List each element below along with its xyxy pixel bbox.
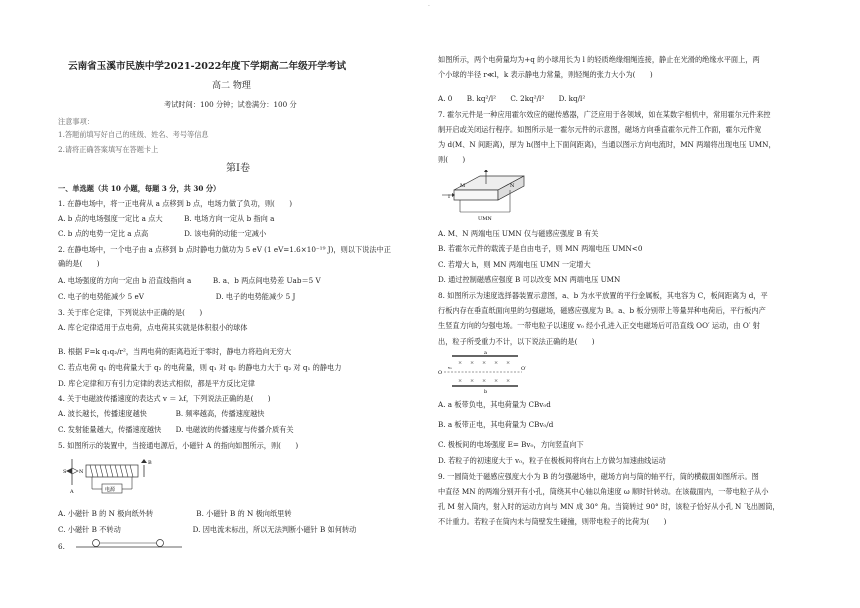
q7-option-b: B. 若霍尔元件的载流子是自由电子，则 MN 两端电压 UMN<0 [438,244,643,253]
q8-stem-2: 行板内存在垂直纸面向里的匀强磁场，磁感应强度为 B。a、b 板分别带上等量异种电荷后，平行板内产 [438,306,766,315]
svg-text:×: × [470,378,475,384]
q3-option-d: D. 库仑定律和万有引力定律的表达式相似，都是平方反比定律 [58,379,255,388]
q8-option-c: C. 极板间的电场强度 E= Bv₀，方向竖直向下 [438,440,584,449]
q3-stem: 3. 关于库仑定律，下列说法中正确的是( ) [58,308,203,317]
subject: 高二 物理 [212,81,251,91]
q7-stem: 7. 霍尔元件是一种应用霍尔效应的磁传感器，广泛应用于各领域，如在某数字相机中，常用霍尔元件来控 [438,110,771,119]
fig7-m: M [460,183,466,189]
q4-options-cd: C. 发射能量越大，传播速度越快 D. 电磁波的传播速度与传播介质有关 [58,425,294,434]
q8-option-b: B. a 板带正电，其电荷量为 CBv₀/d [438,420,554,429]
q7-figure [440,170,530,222]
exam-title: 云南省玉溪市民族中学2021-2022年度下学期高二年级开学考试 [68,61,347,72]
q9-stem-2: 中直径 MN 的两端分别开有小孔，筒绕其中心轴以角速度 ω 顺时针转动。在该截面内，一带电粒子从小 [438,487,769,496]
q8-option-d: D. 若粒子的初速度大于 v₀，粒子在极板间将向右上方做匀加速曲线运动 [438,456,666,465]
fig7-i: I [448,194,450,200]
q3-option-b: B. 根据 F=k q₁q₂/r²，当两电荷的距离趋近于零时，静电力将趋向无穷大 [58,347,292,356]
q2-stem: 2. 在静电场中，一个电子由 a 点移到 b 点时静电力做功为 5 eV (1 eV=1.6×10⁻¹⁹ J)，则以下说法中正 [58,245,391,254]
svg-text:×: × [506,360,511,366]
q6-number: 6. [58,542,65,551]
q5-figure [62,455,182,497]
velocity-label: v₀ [448,365,452,370]
q1-options-cd: C. b 点的电势一定比 a 点高 D. 该电荷的动能一定减小 [58,229,267,238]
svg-text:×: × [494,360,499,366]
q7-option-a: A. M、N 两端电压 UMN 仅与磁感应强度 B 有关 [438,229,599,238]
q6-options: A. 0 B. kq²/l² C. 2kq²/l² D. kq/l² [438,94,586,103]
q9-stem-4: 不计重力。若粒子在筒内未与筒壁发生碰撞，则带电粒子的比荷为( ) [438,517,667,526]
q7-stem-2: 制开启或关闭运行程序。如图所示是一霍尔元件的示意图，磁场方向垂直霍尔元件工作面，霍尔元件宽 [438,125,762,134]
plate-b: b [484,389,488,394]
q1-options-ab: A. b 点的电场强度一定比 a 点大 B. 电场方向一定从 b 指向 a [58,214,275,223]
svg-text:×: × [458,360,463,366]
svg-text:×: × [482,360,487,366]
q8-stem-4: 出，粒子所受重力不计，以下说法正确的是( ) [438,337,595,346]
q3-option-a: A. 库仑定律适用于点电荷，点电荷其实就是体积很小的球体 [58,323,248,332]
q6-figure [74,536,184,550]
svg-text:×: × [506,378,511,384]
notes-title: 注意事项： [58,117,94,126]
q8-option-a: A. a 板带负电，其电荷量为 CBv₀d [438,400,551,409]
q5-stem: 5. 如图所示的装置中，当接通电源后，小磁针 A 的指向如图所示，则( ) [58,441,299,450]
section-title: 一、单选题（共 10 小题，每题 3 分，共 30 分） [58,184,221,193]
header-dot: · [428,3,430,10]
fig7-umn: UMN [478,216,492,222]
q7-option-c: C. 若增大 h，则 MN 两端电压 UMN 一定增大 [438,260,591,269]
pole-s: S [63,469,67,475]
q7-option-d: D. 通过控制磁感应强度 B 可以改变 MN 两端电压 UMN [438,275,621,284]
q6-stem: 如图所示，两个电荷量均为+q 的小球用长为 l 的轻质绝缘细绳连接，静止在光滑的绝缘水平面上，两 [438,55,760,64]
fig7-n: N [510,183,515,189]
q6-stem-cont: 个小球的半径 r≪l，k 表示静电力常量，则轻绳的张力大小为( ) [438,70,653,79]
point-o: O [438,370,443,376]
q5-options-ab: A. 小磁针 B 的 N 极向纸外转 B. 小磁针 B 的 N 极向纸里转 [58,509,292,518]
note-1: 1.答题前填写好自己的班级、姓名、考号等信息 [58,130,209,139]
q4-stem: 4. 关于电磁波传播速度的表达式 v ＝ λf，下列说法正确的是( ) [58,394,271,403]
note-2: 2.请将正确答案填写在答题卡上 [58,145,159,154]
q7-stem-3: 为 d(M、N 间距离)，厚为 h(图中上下面间距离)，当通以图示方向电流时，MN 两端将出现电压 UMN， [438,140,776,149]
q8-stem: 8. 如图所示为速度选择器装置示意图，a、b 为水平放置的平行金属板，其电容为 C，板间距离为 d，平 [438,291,768,300]
q9-stem-3: 孔 M 射入筒内，射入时的运动方向与 MN 成 30° 角。当筒转过 90° 时，该粒子恰好从小孔 N 飞出圆筒， [438,502,780,511]
q2-options-cd: C. 电子的电势能减少 5 eV D. 电子的电势能减少 5 J [58,292,296,301]
power-label: 电源 [105,487,116,493]
svg-text:×: × [458,378,463,384]
svg-text:×: × [470,360,475,366]
exam-info: 考试时间：100 分钟；试卷满分：100 分 [164,100,297,109]
plate-a: a [484,350,487,356]
q2-stem-cont: 确的是( ) [58,259,100,268]
needle-a-label: A [70,489,74,495]
point-o-prime: O′ [521,366,527,372]
svg-text:×: × [482,378,487,384]
q1-stem: 1. 在静电场中，将一正电荷从 a 点移到 b 点，电场力做了负功，则( ) [58,199,293,208]
pole-n: N [79,469,84,475]
needle-b-label: B [148,460,152,466]
q2-options-ab: A. 电场强度的方向一定由 b 沿直线指向 a B. a、b 两点间电势差 Uab＝5 V [58,276,321,285]
volume-title: 第Ⅰ卷 [226,163,250,174]
q3-option-c: C. 若点电荷 q₁ 的电荷量大于 q₂ 的电荷量，则 q₁ 对 q₂ 的静电力大于 q₂ 对 q₁ 的静电力 [58,363,342,372]
svg-text:×: × [494,378,499,384]
q8-figure [438,348,528,394]
q7-stem-4: 则( ) [438,155,466,164]
q5-options-cd: C. 小磁针 B 不转动 D. 因电流未标出，所以无法判断小磁针 B 如何转动 [58,525,357,534]
q8-stem-3: 生竖直方向的匀强电场。一带电粒子以速度 v₀ 经小孔进入正交电磁场后可沿直线 OO′ 运动，由 O′ 射 [438,321,760,330]
q9-stem: 9. 一圆筒处于磁感应强度大小为 B 的匀强磁场中，磁场方向与筒的轴平行，筒的横截面如图所示。图 [438,472,759,481]
q4-options-ab: A. 波长越长，传播速度越快 B. 频率越高，传播速度越快 [58,409,265,418]
